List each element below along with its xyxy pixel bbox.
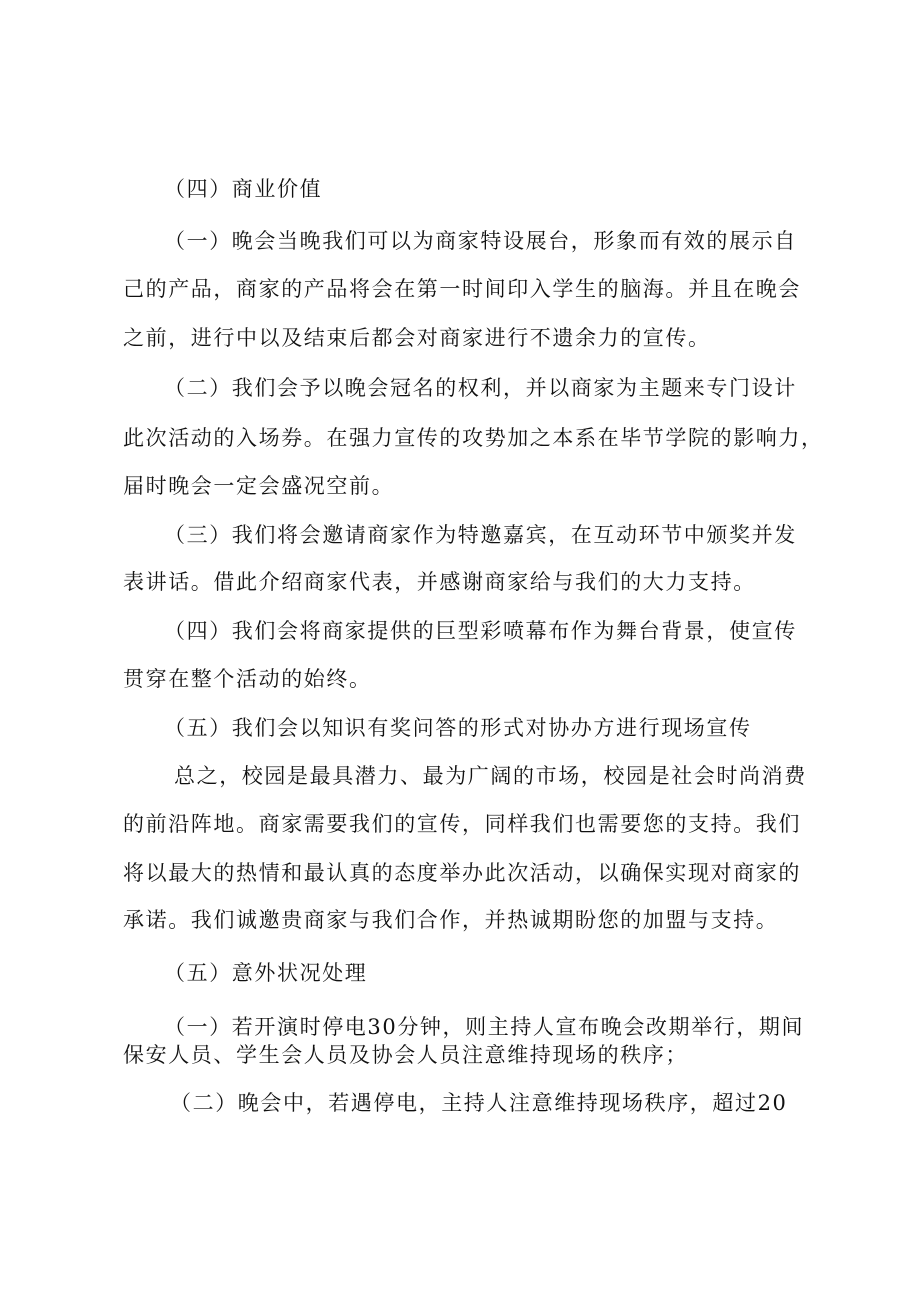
paragraph-line: 贯穿在整个活动的始终。: [123, 667, 372, 691]
paragraph-line: 总之，校园是最具潜力、最为广阔的市场，校园是社会时尚消费: [174, 764, 807, 788]
paragraph-line: （一）晚会当晚我们可以为商家特设展台，形象而有效的展示自: [164, 229, 797, 253]
paragraph-line: （二）晚会中，若遇停电，主持人注意维持现场秩序，超过20: [170, 1091, 788, 1115]
paragraph-line: 届时晚会一定会盛况空前。: [123, 474, 395, 498]
paragraph-line: （四）我们会将商家提供的巨型彩喷幕布作为舞台背景，使宣传: [164, 619, 797, 643]
section-heading-business-value: （四）商业价值: [164, 177, 323, 201]
paragraph-line: （一）若开演时停电30分钟，则主持人宣布晚会改期举行，期间: [164, 1015, 805, 1039]
paragraph-line: 承诺。我们诚邀贵商家与我们合作，并热诚期盼您的加盟与支持。: [123, 908, 779, 932]
paragraph-line: （二）我们会予以晚会冠名的权利，并以商家为主题来专门设计: [164, 376, 797, 400]
paragraph-line: 表讲话。借此介绍商家代表，并感谢商家给与我们的大力支持。: [123, 570, 756, 594]
paragraph-line: 之前，进行中以及结束后都会对商家进行不遗余力的宣传。: [123, 326, 711, 350]
paragraph-line: （三）我们将会邀请商家作为特邀嘉宾，在互动环节中颁奖并发: [164, 523, 797, 547]
section-heading-accident-handling: （五）意外状况处理: [164, 961, 368, 985]
paragraph-line: 保安人员、学生会人员及协会人员注意维持现场的秩序；: [123, 1043, 688, 1067]
paragraph-line: 此次活动的入场券。在强力宣传的攻势加之本系在毕节学院的影响力，: [123, 426, 824, 450]
paragraph-line: （五）我们会以知识有奖问答的形式对协办方进行现场宣传: [164, 716, 752, 740]
paragraph-line: 将以最大的热情和最认真的态度举办此次活动，以确保实现对商家的: [123, 861, 801, 885]
paragraph-line: 己的产品，商家的产品将会在第一时间印入学生的脑海。并且在晚会: [123, 277, 801, 301]
paragraph-line: 的前沿阵地。商家需要我们的宣传，同样我们也需要您的支持。我们: [123, 812, 801, 836]
